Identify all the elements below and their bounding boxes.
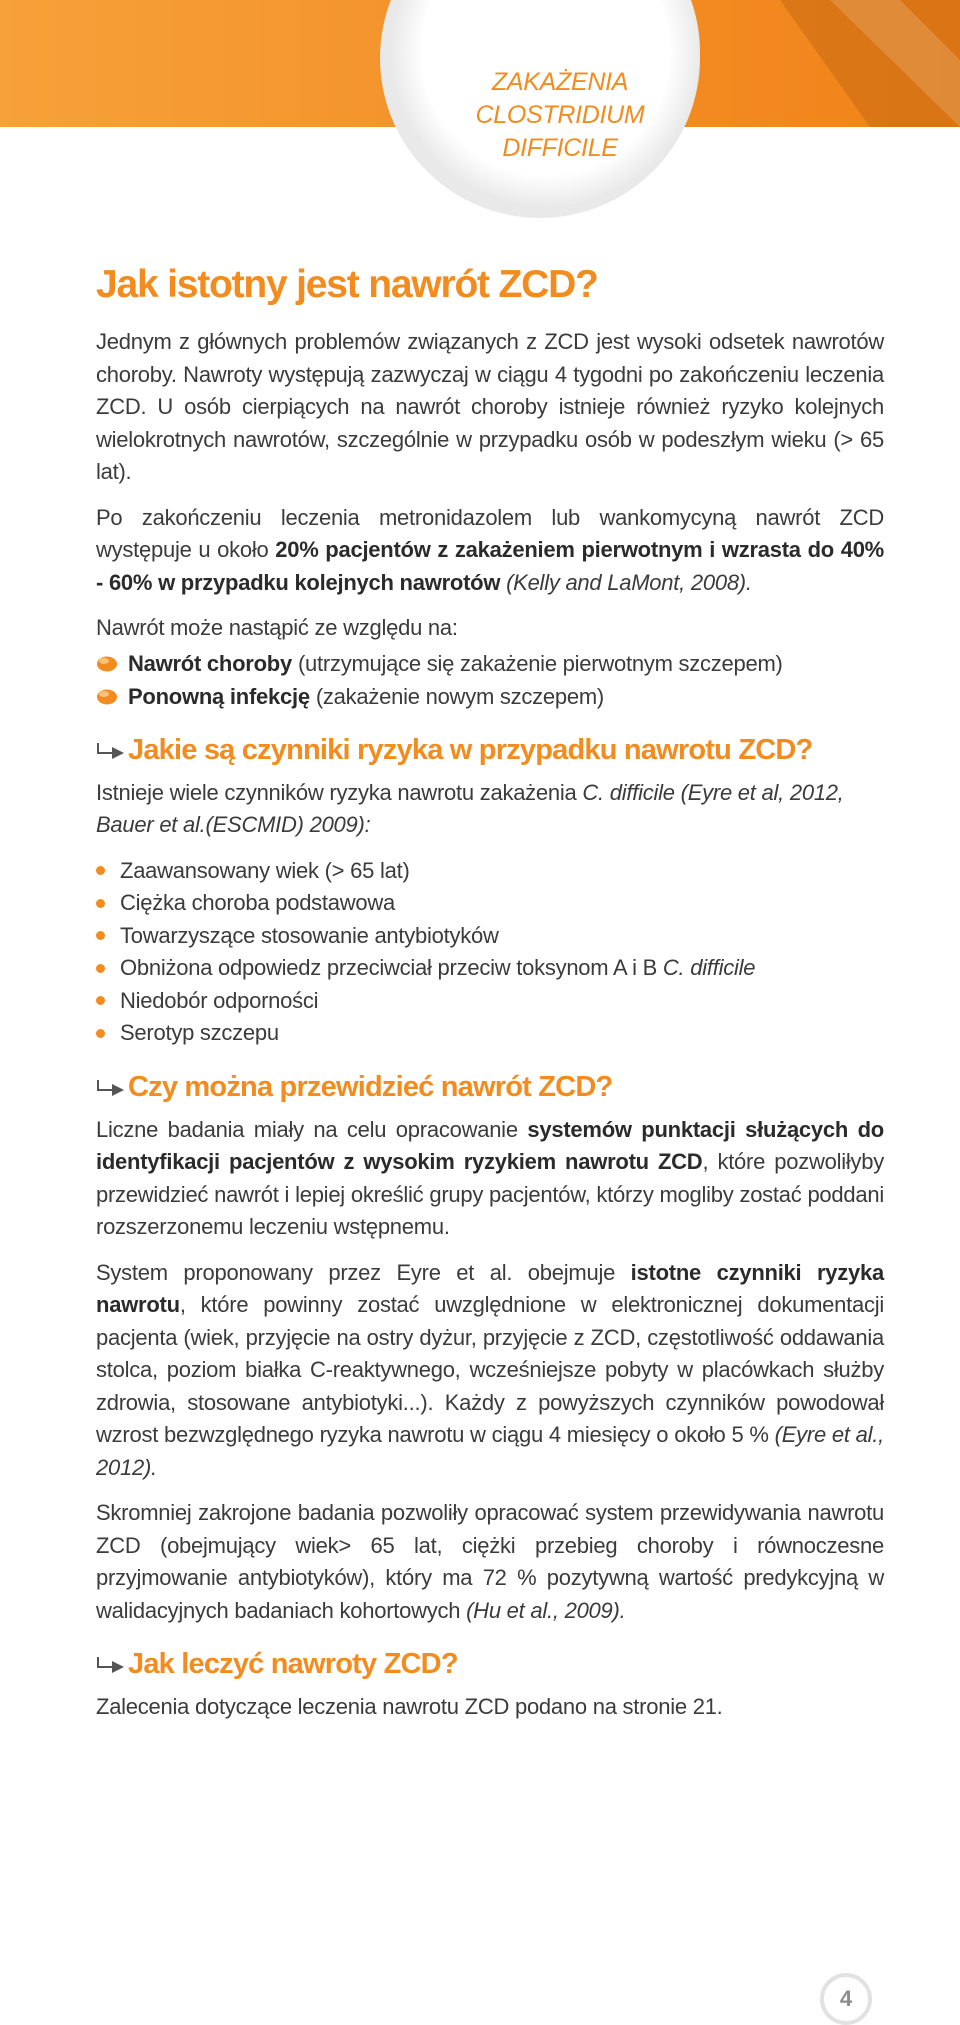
bullet-dot-icon (96, 899, 105, 908)
predict-p2-citation: (Eyre et al., 2012). (96, 1422, 885, 1480)
risk-factor-text: Towarzyszące stosowanie antybiotyków (120, 922, 499, 948)
predict-p1-text: Liczne badania miały na celu opracowanie (96, 1116, 528, 1142)
predict-p2-bold: istotne czynniki ryzyka nawrotu (96, 1259, 884, 1317)
treat-heading-text: Jak leczyć nawroty ZCD? (128, 1648, 458, 1680)
risk-factor-text: Serotyp szczepu (120, 1020, 279, 1045)
risk-intro (96, 777, 884, 842)
arrow-right-icon (96, 1654, 126, 1674)
list-item (96, 647, 884, 680)
predict-p2-rest: , które powinny zostać uwzględnione w elektronicznej dokumentacji pacjenta (wiek, przyjęcie na ostry dyżur, przyjęcie z ZCD, częstotliwość oddawania stolca, poziom białka C-reaktywnego, wcześniejsze pobyty w placówkach służby zdrowia, stosowane antybiotyki...). Każdy z powyższych czynników powodował wzrost bezwzględnego ryzyka nawrotu w ciągu 4 miesięcy o około 5 % (96, 1292, 884, 1447)
risk-intro-citation: C. difficile (Eyre et al, 2012, Bauer et al.(ESCMID) 2009): (96, 779, 844, 837)
cause-bold: Nawrót choroby (128, 650, 292, 676)
predict-paragraph-1 (96, 1114, 884, 1244)
list-item (96, 985, 884, 1018)
risk-heading-text: Jakie są czynniki ryzyka w przypadku nawrotu ZCD? (128, 733, 813, 766)
list-item (96, 855, 884, 888)
bullet-dot-icon (96, 964, 105, 973)
risk-factor-text: Obniżona odpowiedz przeciwciał przeciw toksynom A i B (120, 955, 663, 980)
section-heading-risk (96, 731, 884, 769)
predict-p3-text: Skromniej zakrojone badania pozwoliły opracować system przewidywania nawrotu ZCD (obejmujący wiek> 65 lat, ciężki przebieg choroby i równoczesne przyjmowanie antybiotyków), który ma 72 % pozytywną wartość predykcyjną w walidacyjnych badaniach kohortowych (96, 1500, 884, 1623)
predict-paragraph-3 (96, 1497, 884, 1627)
cause-text: (zakażenie nowym szczepem) (315, 683, 604, 709)
page-title: Jak istotny jest nawrót ZCD? (96, 263, 598, 306)
risk-factor-text: Zaawansowany wiek (> 65 lat) (120, 857, 410, 883)
orange-bullet-icon (96, 687, 118, 705)
main-content (96, 262, 884, 1737)
risk-factor-text: Ciężka choroba podstawowa (120, 890, 396, 915)
bullet-dot-icon (96, 996, 105, 1005)
predict-p3-citation: (Hu et al., 2009). (466, 1597, 626, 1623)
intro-p2-citation: (Kelly and LaMont, 2008). (500, 569, 752, 595)
recurrence-causes-list (96, 647, 884, 713)
list-item (96, 920, 884, 953)
predict-p2-text: System proponowany przez Eyre et al. obejmuje (96, 1259, 631, 1285)
risk-factor-text: Niedobór odporności (120, 987, 319, 1013)
predict-heading-text: Czy można przewidzieć nawrót ZCD? (128, 1070, 613, 1103)
list-item (96, 680, 884, 713)
orange-bullet-icon (96, 654, 118, 672)
brand-line-1: ZAKAŻENIA (491, 68, 629, 96)
risk-intro-text: Istnieje wiele czynników ryzyka nawrotu zakażenia (96, 779, 583, 805)
risk-factor-italic: C. difficile (662, 955, 756, 980)
intro-p2-bold: 20% pacjentów z zakażeniem pierwotnym i wzrasta do 40% - 60% w przypadku kolejnych nawrotów (96, 537, 884, 595)
page-number: 4 (820, 1973, 872, 2025)
cause-text: (utrzymujące się zakażenie pierwotnym szczepem) (297, 650, 783, 676)
list-item (96, 1017, 884, 1050)
brand-line-2: CLOSTRIDIUM (475, 101, 645, 129)
intro-paragraph-1: Jednym z głównych problemów związanych z ZCD jest wysoki odsetek nawrotów choroby. Nawroty występują zazwyczaj w ciągu 4 tygodni po zakończeniu leczenia ZCD. U osób cierpiących na nawrót choroby istnieje również ryzyko kolejnych wielokrotnych nawrotów, szczególnie w przypadku osób w podeszłym wieku (> 65 lat). (96, 329, 884, 484)
header-banner (0, 0, 960, 200)
section-heading-treat (96, 1645, 884, 1683)
cause-bold: Ponowną infekcję (128, 683, 310, 709)
predict-paragraph-2 (96, 1257, 884, 1485)
intro-p2-text: Po zakończeniu leczenia metronidazolem lub wankomycyną nawrót ZCD występuje u około (96, 504, 884, 562)
bullet-dot-icon (96, 866, 105, 875)
brand-line-3: DIFFICILE (502, 134, 618, 162)
bullet-dot-icon (96, 931, 105, 940)
list-item (96, 887, 884, 920)
list-item (96, 952, 884, 985)
risk-factors-list (96, 855, 884, 1050)
bullet-dot-icon (96, 1029, 105, 1038)
predict-p1-bold: systemów punktacji służących do identyfikacji pacjentów z wysokim ryzykiem nawrotu ZCD (96, 1116, 884, 1174)
predict-p1-rest: , które pozwoliłyby przewidzieć nawrót i lepiej określić grupy pacjentów, którzy mogliby zostać poddani rozszerzonemu leczeniu wstępnemu. (96, 1149, 884, 1239)
arrow-right-icon (96, 740, 126, 760)
intro-paragraph-3: Nawrót może nastąpić ze względu na: (96, 615, 458, 640)
treat-paragraph: Zalecenia dotyczące leczenia nawrotu ZCD podano na stronie 21. (96, 1694, 723, 1719)
arrow-right-icon (96, 1077, 126, 1097)
section-heading-predict (96, 1068, 884, 1106)
intro-paragraph-2 (96, 502, 884, 600)
brand-title (440, 66, 680, 165)
